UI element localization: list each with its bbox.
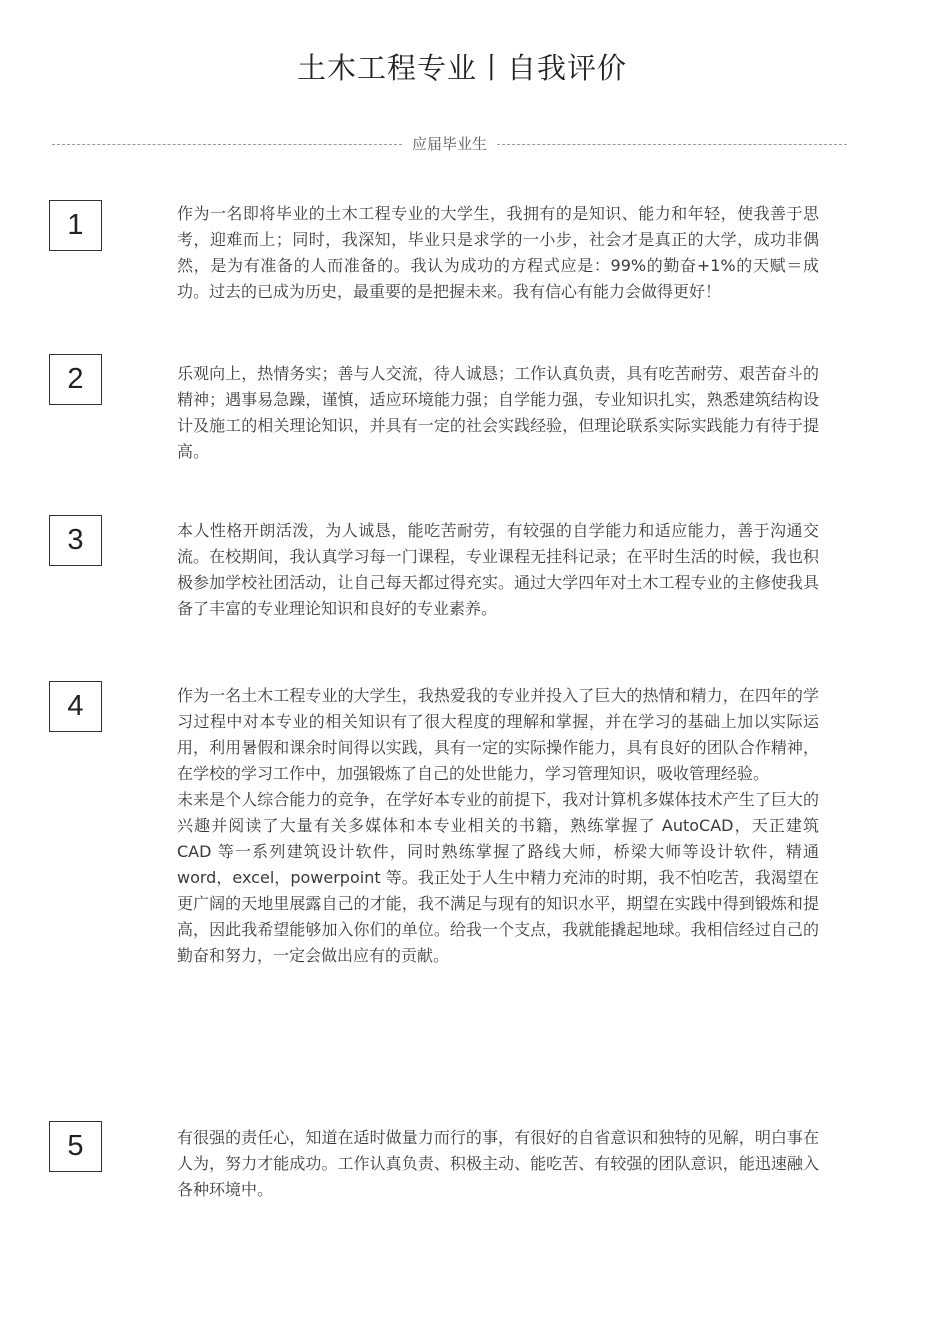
section-text-5 bbox=[177, 1125, 819, 1203]
section-number-4: 4 bbox=[49, 681, 102, 732]
section-1-paragraph-1: 作为一名即将毕业的土木工程专业的大学生，我拥有的是知识、能力和年轻，使我善于思考，迎难而上；同时，我深知，毕业只是求学的一小步，社会才是真正的大学，成功非偶然，是为有准备的人而准备的。我认为成功的方程式应是：99%的勤奋+1%的天赋＝成功。过去的已成为历史，最重要的是把握未来。我有信心有能力会做得更好！ bbox=[177, 204, 819, 301]
subtitle-divider bbox=[52, 133, 847, 155]
section-text-3 bbox=[177, 518, 819, 622]
subtitle: 应届毕业生 bbox=[412, 135, 488, 153]
section-number-5: 5 bbox=[49, 1121, 102, 1172]
section-text-1 bbox=[177, 201, 819, 305]
section-text-4 bbox=[177, 683, 819, 969]
section-number-3: 3 bbox=[49, 515, 102, 566]
page-title: 土木工程专业丨自我评价 bbox=[296, 51, 627, 85]
section-number-1: 1 bbox=[49, 200, 102, 251]
section-4-paragraph-1: 作为一名土木工程专业的大学生，我热爱我的专业并投入了巨大的热情和精力，在四年的学习过程中对本专业的相关知识有了很大程度的理解和掌握，并在学习的基础上加以实际运用，利用暑假和课余时间得以实践，具有一定的实际操作能力，具有良好的团队合作精神，在学校的学习工作中，加强锻炼了自己的处世能力，学习管理知识，吸收管理经验。 bbox=[177, 686, 819, 783]
section-5-paragraph-1: 有很强的责任心，知道在适时做量力而行的事，有很好的自省意识和独特的见解，明白事在人为，努力才能成功。工作认真负责、积极主动、能吃苦、有较强的团队意识，能迅速融入各种环境中。 bbox=[177, 1128, 819, 1199]
section-4-paragraph-2: 未来是个人综合能力的竞争，在学好本专业的前提下，我对计算机多媒体技术产生了巨大的兴趣并阅读了大量有关多媒体和本专业相关的书籍，熟练掌握了 AutoCAD，天正建筑 CAD 等一系列建筑设计软件，同时熟练掌握了路线大师，桥梁大师等设计软件，精通 word，excel，powerpoint 等。我正处于人生中精力充沛的时期，我不怕吃苦，我渴望在更广阔的天地里展露自己的才能，我不满足与现有的知识水平，期望在实践中得到锻炼和提高，因此我希望能够加入你们的单位。给我一个支点，我就能撬起地球。我相信经过自己的勤奋和努力，一定会做出应有的贡献。 bbox=[177, 790, 819, 965]
section-text-2 bbox=[177, 361, 819, 465]
divider-line-right bbox=[497, 144, 847, 145]
section-3-paragraph-1: 本人性格开朗活泼，为人诚恳，能吃苦耐劳，有较强的自学能力和适应能力，善于沟通交流。在校期间，我认真学习每一门课程，专业课程无挂科记录；在平时生活的时候，我也积极参加学校社团活动，让自己每天都过得充实。通过大学四年对土木工程专业的主修使我具备了丰富的专业理论知识和良好的专业素养。 bbox=[177, 521, 819, 618]
divider-line-left bbox=[52, 144, 402, 145]
section-number-2: 2 bbox=[49, 354, 102, 405]
section-2-paragraph-1: 乐观向上，热情务实；善与人交流，待人诚恳；工作认真负责，具有吃苦耐劳、艰苦奋斗的精神；遇事易急躁，谨慎，适应环境能力强；自学能力强，专业知识扎实，熟悉建筑结构设计及施工的相关理论知识，并具有一定的社会实践经验，但理论联系实际实践能力有待于提高。 bbox=[177, 364, 819, 461]
